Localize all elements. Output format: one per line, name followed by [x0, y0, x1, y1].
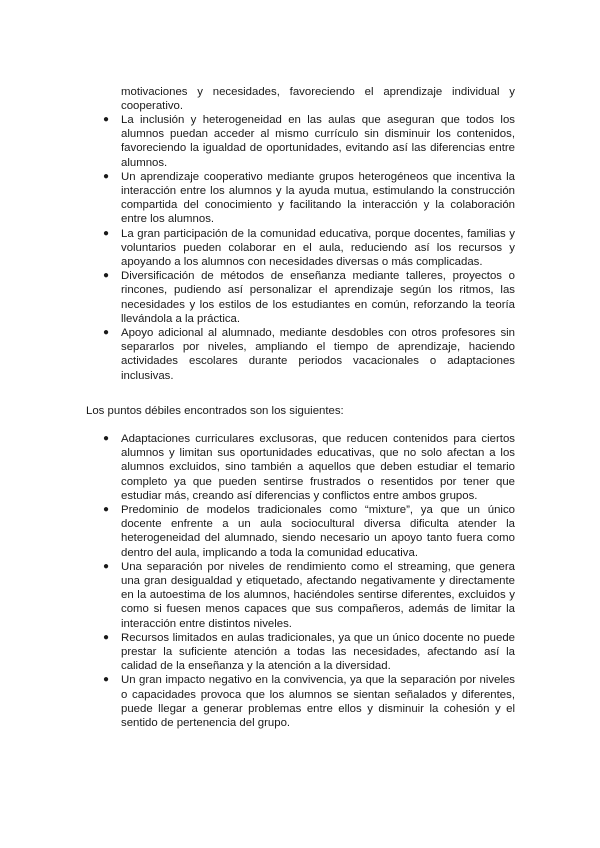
- bullet-icon: ●: [103, 170, 110, 182]
- list-item: [0, 673, 515, 730]
- list-item: [0, 432, 515, 503]
- bullet-icon: ●: [103, 433, 110, 444]
- bullet-icon: ●: [103, 114, 110, 125]
- weaknesses-list: [0, 432, 600, 730]
- bullet-icon: ●: [103, 327, 110, 339]
- list-item: [0, 227, 515, 270]
- bullet-icon: ●: [103, 270, 110, 282]
- list-item-text: Un gran impacto negativo en la convivencia, ya que la separación por niveles o capacidades provoca que los alumnos se sientan señalados y diferentes, puede llegar a generar problemas entre ellos y disminuir la cohesión y el sentido de pertenencia del grupo.: [121, 674, 515, 730]
- list-item: [0, 170, 515, 227]
- list-item-text: Apoyo adicional al alumnado, mediante desdobles con otros profesores sin separarlos por niveles, ampliando el tiempo de aprendizaje, haciendo actividades escolares durante periodos vacacionales o adaptaciones inclusivas.: [121, 327, 515, 382]
- list-item: [0, 560, 515, 631]
- list-item: [0, 503, 515, 560]
- list-item-text: La inclusión y heterogeneidad en las aulas que aseguran que todos los alumnos puedan acceder al mismo currículo sin disminuir los contenidos, favoreciendo la igualdad de oportunidades, evitando así las diferencias entre alumnos.: [121, 114, 515, 169]
- list-item: [0, 269, 515, 326]
- bullet-icon: ●: [103, 674, 110, 686]
- weaknesses-intro: Los puntos débiles encontrados son los siguientes:: [86, 405, 344, 417]
- list-item-text: Adaptaciones curriculares exclusoras, que reducen contenidos para ciertos alumnos y limitan sus oportunidades educativas, que no solo afectan a los alumnos excluidos, sino también a aquellos que deben estudiar el temario completo ya que pueden sentirse frustrados o resentidos por tener que estudiar más, creando así diferencias y conflictos entre ambos grupos.: [121, 433, 515, 502]
- list-item: [0, 631, 515, 674]
- list-item-text: Una separación por niveles de rendimiento como el streaming, que genera una gran desigualdad y etiquetado, afectando negativamente y directamente en la autoestima de los alumnos, haciéndoles sentirse diferentes, excluidos y como si fuesen menos capaces que sus compañeros, además de limitar la interacción entre distintos niveles.: [121, 560, 515, 630]
- bullet-icon: ●: [103, 560, 110, 572]
- strengths-list: [0, 113, 600, 383]
- list-item-text: Recursos limitados en aulas tradicionales, ya que un único docente no puede prestar la suficiente atención a todas las necesidades, afectando así la calidad de la enseñanza y la atención a la diversidad.: [121, 631, 515, 673]
- list-item-text: Predominio de modelos tradicionales como “mixture”, ya que un único docente enfrente a un aula sociocultural diversa dificulta atender la heterogeneidad del alumnado, siendo necesario un apoyo tanto fuera como dentro del aula, implicando a toda la comunidad educativa.: [121, 504, 515, 559]
- bullet-icon: ●: [103, 631, 110, 643]
- continuation-paragraph: motivaciones y necesidades, favoreciendo el aprendizaje individual y cooperativo.: [121, 86, 515, 113]
- list-item-text: Diversificación de métodos de enseñanza mediante talleres, proyectos o rincones, pudiendo así personalizar el aprendizaje según los ritmos, las necesidades y los estilos de los estudiantes en común, reforzando la teoría llevándola a la práctica.: [121, 270, 515, 325]
- list-item: [0, 113, 515, 170]
- list-item-text: Un aprendizaje cooperativo mediante grupos heterogéneos que incentiva la interacción entre los alumnos y la ayuda mutua, estimulando la construcción compartida del conocimiento y facilitando la interacción y la colaboración entre los alumnos.: [121, 170, 515, 226]
- list-item: [0, 326, 515, 383]
- bullet-icon: ●: [103, 227, 110, 239]
- bullet-icon: ●: [103, 504, 110, 516]
- list-item-text: La gran participación de la comunidad educativa, porque docentes, familias y voluntarios pueden colaborar en el aula, reduciendo así los recursos y apoyando a los alumnos con necesidades diversas o más complicadas.: [121, 227, 515, 269]
